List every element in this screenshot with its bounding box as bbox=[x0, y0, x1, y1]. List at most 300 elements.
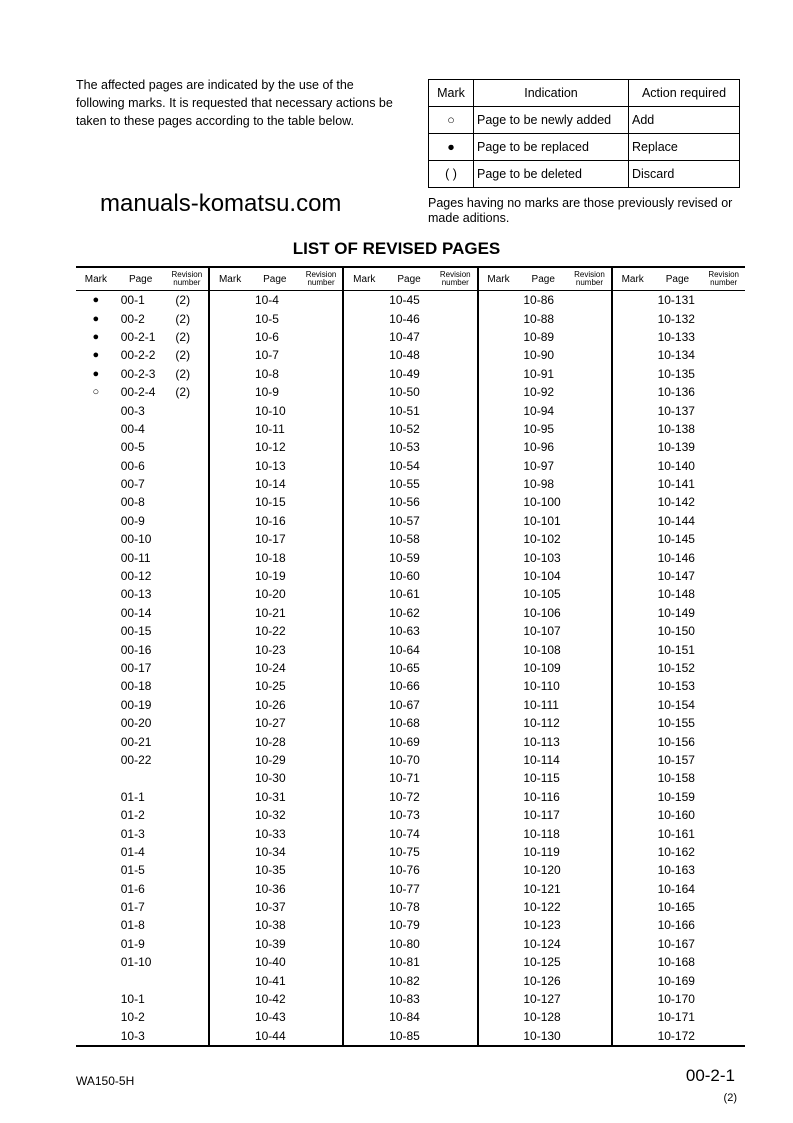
page-cell: 10-134 bbox=[657, 348, 695, 363]
page-cell: 01-1 bbox=[120, 789, 145, 804]
page-cell: 10-109 bbox=[523, 661, 561, 675]
table-row bbox=[479, 401, 611, 419]
page-cell: 10-171 bbox=[657, 1010, 695, 1025]
page-cell: 10-158 bbox=[657, 771, 695, 786]
table-row bbox=[479, 880, 611, 898]
page-cell: 10-127 bbox=[523, 992, 561, 1007]
page-cell: 01-8 bbox=[120, 918, 145, 933]
table-row bbox=[210, 1027, 342, 1045]
page-cell: 10-25 bbox=[254, 679, 286, 694]
page-cell: 01-7 bbox=[120, 900, 145, 915]
table-row bbox=[76, 346, 208, 364]
header-page: Page bbox=[397, 273, 421, 285]
page-cell: 00-5 bbox=[120, 440, 145, 455]
page-cell: 00-4 bbox=[120, 421, 145, 436]
page-cell: 10-62 bbox=[389, 605, 420, 620]
page-cell: 10-159 bbox=[657, 789, 695, 804]
marks-legend-table bbox=[428, 79, 740, 188]
page-cell: 10-155 bbox=[657, 716, 695, 731]
table-row bbox=[76, 953, 208, 971]
page-cell: 10-167 bbox=[657, 936, 695, 951]
page-cell: 10-119 bbox=[523, 844, 560, 859]
table-row bbox=[479, 714, 611, 732]
table-row bbox=[479, 420, 611, 438]
page-cell: 10-8 bbox=[254, 366, 279, 381]
table-row bbox=[479, 365, 611, 383]
page-cell: 00-20 bbox=[120, 716, 152, 731]
page-cell: 00-13 bbox=[120, 587, 152, 602]
page-cell: 00-1 bbox=[120, 293, 145, 308]
table-row bbox=[479, 622, 611, 640]
page-cell: 10-110 bbox=[523, 679, 560, 694]
table-row bbox=[344, 953, 476, 971]
table-row bbox=[210, 640, 342, 658]
page-cell: 10-68 bbox=[389, 716, 420, 731]
page-cell: 10-82 bbox=[389, 973, 420, 988]
table-row bbox=[613, 622, 745, 640]
page-cell: 10-151 bbox=[657, 642, 695, 657]
table-row bbox=[76, 806, 208, 824]
page-cell: 10-20 bbox=[254, 587, 286, 602]
page-cell: 00-19 bbox=[120, 697, 152, 712]
mark-cell: ● bbox=[92, 294, 100, 307]
legend-mark-add: ○ bbox=[429, 107, 474, 134]
table-column bbox=[76, 268, 208, 1045]
table-row bbox=[210, 512, 342, 530]
table-row bbox=[479, 953, 611, 971]
table-row bbox=[344, 659, 476, 677]
page-cell: 00-6 bbox=[120, 458, 145, 473]
header-page: Page bbox=[263, 273, 287, 285]
table-row bbox=[210, 548, 342, 566]
page-cell: 00-9 bbox=[120, 513, 145, 528]
table-row bbox=[210, 1008, 342, 1026]
page-cell: 10-66 bbox=[389, 679, 420, 694]
page-cell: 10-77 bbox=[389, 881, 420, 896]
page-cell: 10-46 bbox=[389, 311, 420, 326]
legend-indication: Page to be deleted bbox=[474, 161, 629, 188]
page-cell: 10-44 bbox=[254, 1028, 286, 1043]
page-cell: 10-157 bbox=[657, 752, 695, 767]
page-cell: 01-4 bbox=[120, 844, 145, 859]
table-row bbox=[344, 493, 476, 511]
page-cell: 10-22 bbox=[254, 624, 286, 639]
page-cell: 10-144 bbox=[657, 513, 695, 528]
table-row bbox=[344, 751, 476, 769]
table-row bbox=[613, 493, 745, 511]
table-row bbox=[613, 769, 745, 787]
page-cell: 10-118 bbox=[523, 826, 560, 841]
table-row bbox=[76, 401, 208, 419]
page-cell: 10-10 bbox=[254, 403, 286, 418]
table-row bbox=[76, 604, 208, 622]
page-cell: 10-5 bbox=[254, 311, 279, 326]
revision-cell: (2) bbox=[175, 348, 191, 363]
table-row bbox=[613, 732, 745, 750]
table-row bbox=[479, 788, 611, 806]
page-cell: 10-147 bbox=[657, 569, 695, 584]
table-row bbox=[344, 769, 476, 787]
table-row bbox=[210, 714, 342, 732]
table-row bbox=[344, 438, 476, 456]
table-column bbox=[611, 268, 745, 1045]
page-cell: 10-91 bbox=[523, 366, 555, 381]
table-row bbox=[210, 346, 342, 364]
header-revision: Revision number bbox=[171, 270, 203, 287]
footer-page-number: 00-2-1 bbox=[685, 1066, 735, 1085]
page-cell: 00-2 bbox=[120, 311, 145, 326]
table-row bbox=[344, 585, 476, 603]
table-row bbox=[344, 365, 476, 383]
header-revision: Revision number bbox=[305, 270, 337, 287]
table-row bbox=[210, 806, 342, 824]
page-cell: 00-18 bbox=[120, 679, 152, 694]
table-row bbox=[76, 530, 208, 548]
page-cell: 10-106 bbox=[523, 605, 561, 620]
page-cell: 10-170 bbox=[657, 992, 695, 1007]
table-row bbox=[76, 751, 208, 769]
legend-mark-replace: ● bbox=[429, 134, 474, 161]
page-cell: 10-165 bbox=[657, 900, 695, 915]
table-row bbox=[613, 585, 745, 603]
table-row bbox=[76, 824, 208, 842]
revision-cell: (2) bbox=[175, 329, 191, 344]
page-cell: 10-29 bbox=[254, 752, 286, 767]
table-row bbox=[344, 383, 476, 401]
page-cell: 00-16 bbox=[120, 642, 152, 657]
mark-cell: ● bbox=[92, 367, 100, 380]
table-row bbox=[76, 714, 208, 732]
page-cell: 00-15 bbox=[120, 624, 152, 639]
page-cell: 10-56 bbox=[389, 495, 420, 510]
page-cell: 01-2 bbox=[120, 808, 145, 823]
table-row bbox=[613, 806, 745, 824]
header-revision: Revision number bbox=[708, 270, 739, 287]
page-cell: 10-95 bbox=[523, 421, 555, 436]
page-cell: 10-142 bbox=[657, 495, 695, 510]
page-cell: 10-111 bbox=[523, 697, 559, 712]
table-row bbox=[479, 898, 611, 916]
page-cell: 10-70 bbox=[389, 752, 420, 767]
table-row bbox=[76, 548, 208, 566]
page-cell: 10-145 bbox=[657, 532, 695, 547]
page-cell: 10-88 bbox=[523, 311, 555, 326]
table-row bbox=[344, 475, 476, 493]
page-cell: 10-103 bbox=[523, 550, 561, 565]
page-cell: 10-75 bbox=[389, 844, 420, 859]
page-cell: 10-120 bbox=[523, 863, 561, 878]
table-row bbox=[479, 346, 611, 364]
table-row bbox=[76, 567, 208, 585]
table-row bbox=[613, 953, 745, 971]
table-row bbox=[210, 953, 342, 971]
page-cell: 10-164 bbox=[657, 881, 695, 896]
table-row bbox=[76, 475, 208, 493]
page-cell: 01-9 bbox=[120, 936, 145, 951]
note-text: Pages having no marks are those previously revised or made aditions. bbox=[428, 196, 733, 225]
table-row bbox=[76, 880, 208, 898]
page-cell: 10-126 bbox=[523, 973, 561, 988]
revised-pages-table bbox=[76, 266, 745, 1047]
page-cell: 10-15 bbox=[254, 495, 286, 510]
page-cell: 10-74 bbox=[389, 826, 420, 841]
page-cell: 10-162 bbox=[657, 844, 695, 859]
table-row bbox=[210, 567, 342, 585]
table-row bbox=[344, 824, 476, 842]
legend-indication: Page to be newly added bbox=[474, 107, 629, 134]
table-row bbox=[344, 916, 476, 934]
table-row bbox=[479, 806, 611, 824]
table-row bbox=[613, 751, 745, 769]
table-row bbox=[613, 935, 745, 953]
page-cell: 10-38 bbox=[254, 918, 286, 933]
column-header bbox=[210, 268, 342, 291]
table-row bbox=[344, 401, 476, 419]
intro-text: The affected pages are indicated by the use of the following marks. It is requested that necessary actions be taken to these pages according to the table below. bbox=[76, 78, 393, 128]
table-row bbox=[210, 365, 342, 383]
footer-revision: (2) bbox=[723, 1092, 737, 1104]
page-cell: 10-96 bbox=[523, 440, 555, 455]
table-row bbox=[344, 346, 476, 364]
table-row bbox=[479, 916, 611, 934]
table-row bbox=[344, 880, 476, 898]
page-cell: 00-2-3 bbox=[120, 366, 156, 381]
page-cell: 10-128 bbox=[523, 1010, 561, 1025]
page-cell: 10-112 bbox=[523, 716, 560, 731]
table-row bbox=[613, 880, 745, 898]
table-row bbox=[76, 677, 208, 695]
page-cell: 10-52 bbox=[389, 421, 420, 436]
page-cell: 10-1 bbox=[120, 992, 145, 1007]
page-cell: 10-48 bbox=[389, 348, 420, 363]
page-cell: 10-73 bbox=[389, 808, 420, 823]
page-cell: 10-36 bbox=[254, 881, 286, 896]
table-row bbox=[479, 512, 611, 530]
table-row bbox=[344, 696, 476, 714]
table-row bbox=[76, 640, 208, 658]
page-cell: 01-5 bbox=[120, 863, 145, 878]
page-cell: 10-7 bbox=[254, 348, 279, 363]
table-row bbox=[479, 769, 611, 787]
table-row bbox=[479, 548, 611, 566]
page-cell: 10-3 bbox=[120, 1028, 145, 1043]
table-row bbox=[613, 640, 745, 658]
page-cell: 10-71 bbox=[389, 771, 420, 786]
page-cell: 10-55 bbox=[389, 477, 420, 492]
column-header bbox=[344, 268, 476, 291]
page-cell: 10-85 bbox=[389, 1028, 420, 1043]
page-cell: 10-30 bbox=[254, 771, 286, 786]
table-row bbox=[479, 383, 611, 401]
table-row bbox=[210, 493, 342, 511]
page-cell: 10-125 bbox=[523, 955, 561, 970]
table-row bbox=[210, 916, 342, 934]
page-cell: 10-104 bbox=[523, 569, 561, 584]
table-row bbox=[76, 383, 208, 401]
table-row bbox=[479, 640, 611, 658]
page-cell: 10-39 bbox=[254, 936, 286, 951]
table-row bbox=[613, 548, 745, 566]
table-row bbox=[344, 530, 476, 548]
table-row bbox=[613, 714, 745, 732]
table-row bbox=[344, 309, 476, 327]
table-row bbox=[613, 659, 745, 677]
mark-cell: ● bbox=[92, 312, 100, 325]
table-row bbox=[479, 567, 611, 585]
page-cell: 10-40 bbox=[254, 955, 286, 970]
column-header bbox=[613, 268, 745, 291]
table-row bbox=[613, 365, 745, 383]
table-row bbox=[479, 732, 611, 750]
table-row bbox=[210, 585, 342, 603]
page-cell: 10-135 bbox=[657, 366, 695, 381]
table-row bbox=[344, 622, 476, 640]
table-row bbox=[613, 475, 745, 493]
legend-action: Replace bbox=[629, 134, 740, 161]
table-row bbox=[613, 916, 745, 934]
table-row bbox=[76, 622, 208, 640]
table-row bbox=[613, 346, 745, 364]
table-row bbox=[76, 769, 208, 787]
table-row bbox=[344, 935, 476, 953]
page-cell: 10-166 bbox=[657, 918, 695, 933]
table-row bbox=[613, 824, 745, 842]
page-cell: 10-153 bbox=[657, 679, 695, 694]
page-cell: 10-107 bbox=[523, 624, 561, 639]
page-cell: 00-12 bbox=[120, 569, 152, 584]
table-row bbox=[479, 438, 611, 456]
table-row bbox=[613, 291, 745, 309]
table-row bbox=[210, 604, 342, 622]
page-cell: 10-121 bbox=[523, 881, 561, 896]
page-cell: 10-4 bbox=[254, 293, 279, 308]
header-revision: Revision number bbox=[439, 270, 471, 287]
page-cell: 10-86 bbox=[523, 293, 555, 308]
header-mark: Mark bbox=[621, 273, 644, 285]
page-cell: 10-17 bbox=[254, 532, 286, 547]
table-row bbox=[613, 401, 745, 419]
page-cell: 10-60 bbox=[389, 569, 420, 584]
page-cell: 10-45 bbox=[389, 293, 420, 308]
table-row bbox=[210, 971, 342, 989]
table-row bbox=[479, 677, 611, 695]
page-cell: 10-26 bbox=[254, 697, 286, 712]
page-cell: 10-138 bbox=[657, 421, 695, 436]
table-row bbox=[613, 567, 745, 585]
legend-header-action: Action required bbox=[629, 80, 740, 107]
page-cell: 10-101 bbox=[523, 513, 561, 528]
table-row bbox=[479, 1027, 611, 1045]
table-row bbox=[76, 990, 208, 1008]
page-cell: 10-122 bbox=[523, 900, 561, 915]
page-cell: 10-114 bbox=[523, 752, 560, 767]
page-cell: 10-61 bbox=[389, 587, 420, 602]
page-cell: 10-31 bbox=[254, 789, 286, 804]
page-cell: 10-78 bbox=[389, 900, 420, 915]
table-row bbox=[76, 420, 208, 438]
table-row bbox=[210, 696, 342, 714]
page-cell: 10-84 bbox=[389, 1010, 420, 1025]
page-cell: 10-100 bbox=[523, 495, 561, 510]
page-cell: 10-54 bbox=[389, 458, 420, 473]
table-row bbox=[479, 291, 611, 309]
table-row bbox=[613, 971, 745, 989]
page-cell: 10-124 bbox=[523, 936, 561, 951]
table-row bbox=[76, 585, 208, 603]
page-cell: 10-137 bbox=[657, 403, 695, 418]
table-row bbox=[344, 861, 476, 879]
page-cell: 10-117 bbox=[523, 808, 560, 823]
page-cell: 10-105 bbox=[523, 587, 561, 602]
table-row bbox=[613, 457, 745, 475]
table-row bbox=[76, 512, 208, 530]
page-cell: 10-168 bbox=[657, 955, 695, 970]
table-row bbox=[210, 677, 342, 695]
table-row bbox=[479, 604, 611, 622]
page-cell: 10-131 bbox=[657, 293, 695, 308]
page-cell: 10-163 bbox=[657, 863, 695, 878]
table-row bbox=[613, 990, 745, 1008]
table-row bbox=[479, 935, 611, 953]
header-page: Page bbox=[531, 273, 555, 285]
page-cell: 10-139 bbox=[657, 440, 695, 455]
page-cell: 10-35 bbox=[254, 863, 286, 878]
page-cell: 10-67 bbox=[389, 697, 420, 712]
table-row bbox=[210, 291, 342, 309]
table-row bbox=[344, 843, 476, 861]
table-row bbox=[76, 365, 208, 383]
header-page: Page bbox=[665, 273, 690, 285]
table-row bbox=[210, 990, 342, 1008]
page-cell: 10-154 bbox=[657, 697, 695, 712]
table-row bbox=[76, 438, 208, 456]
table-row bbox=[613, 512, 745, 530]
table-row bbox=[210, 383, 342, 401]
table-row bbox=[613, 898, 745, 916]
page-cell: 10-69 bbox=[389, 734, 420, 749]
table-row bbox=[344, 1027, 476, 1045]
page-cell: 00-3 bbox=[120, 403, 145, 418]
legend-header-mark: Mark bbox=[429, 80, 474, 107]
page-cell: 10-97 bbox=[523, 458, 555, 473]
page-cell: 10-21 bbox=[254, 605, 286, 620]
table-row bbox=[344, 677, 476, 695]
page-cell: 10-41 bbox=[254, 973, 286, 988]
table-row bbox=[210, 861, 342, 879]
table-row bbox=[76, 1008, 208, 1026]
header-mark: Mark bbox=[353, 273, 376, 285]
page-cell: 10-161 bbox=[657, 826, 695, 841]
table-row bbox=[344, 788, 476, 806]
page-cell: 10-59 bbox=[389, 550, 420, 565]
page-cell: 10-47 bbox=[389, 329, 420, 344]
page-cell: 00-2-1 bbox=[120, 329, 156, 344]
revision-cell: (2) bbox=[175, 311, 191, 326]
page-cell: 00-14 bbox=[120, 605, 152, 620]
table-row bbox=[344, 1008, 476, 1026]
header-revision: Revision number bbox=[574, 270, 605, 287]
table-row bbox=[210, 732, 342, 750]
page-cell: 00-11 bbox=[120, 550, 151, 565]
page-cell: 10-160 bbox=[657, 808, 695, 823]
table-row bbox=[76, 328, 208, 346]
revision-cell: (2) bbox=[175, 293, 191, 308]
header-mark: Mark bbox=[487, 273, 510, 285]
page-cell: 10-169 bbox=[657, 973, 695, 988]
page-cell: 10-24 bbox=[254, 661, 286, 675]
table-row bbox=[479, 843, 611, 861]
page-cell: 10-140 bbox=[657, 458, 695, 473]
